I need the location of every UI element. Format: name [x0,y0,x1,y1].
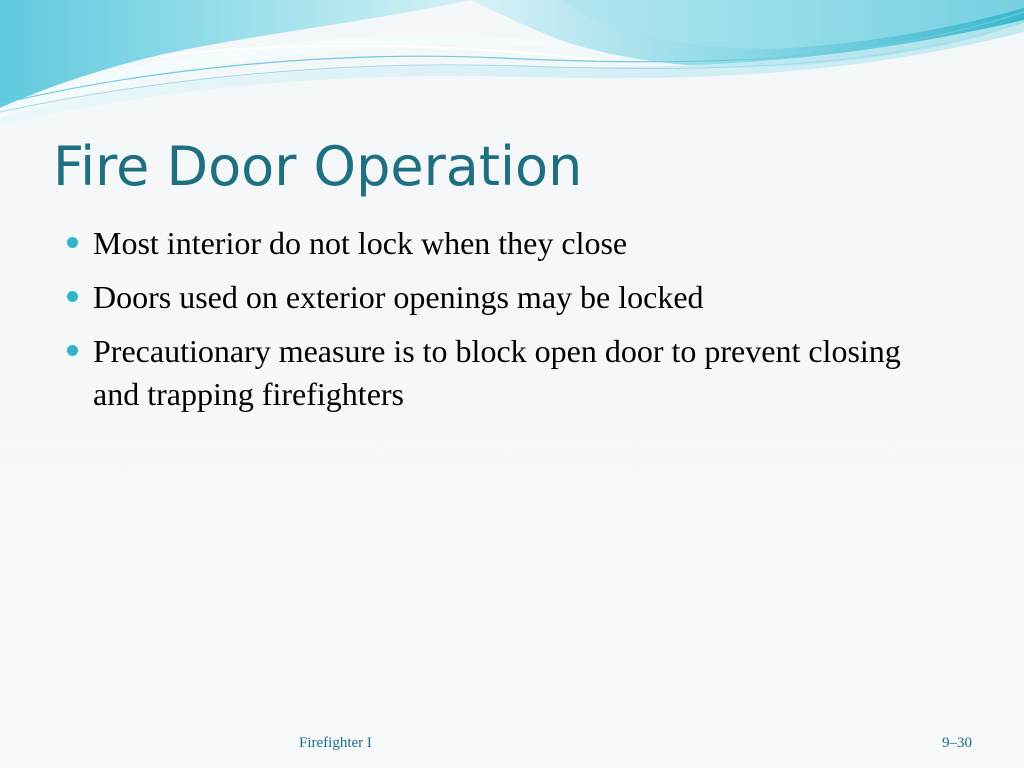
bullet-item [64,276,944,319]
footer-page-number: 9–30 [942,735,972,751]
bullet-text: Most interior do not lock when they close [93,225,628,261]
bullet-dot-icon [67,345,78,356]
wave-banner-decoration [0,0,1024,130]
bullet-text: Doors used on exterior openings may be locked [93,279,704,315]
bullet-dot-icon [67,291,78,302]
bullet-item [64,330,944,416]
bullet-text: Precautionary measure is to block open door to prevent closing and trapping firefighters [93,333,901,412]
bullet-dot-icon [67,237,78,248]
footer-course-title: Firefighter I [299,735,372,751]
bullet-item [64,222,944,265]
bullet-list [64,222,944,427]
slide-title: Fire Door Operation [53,135,583,198]
